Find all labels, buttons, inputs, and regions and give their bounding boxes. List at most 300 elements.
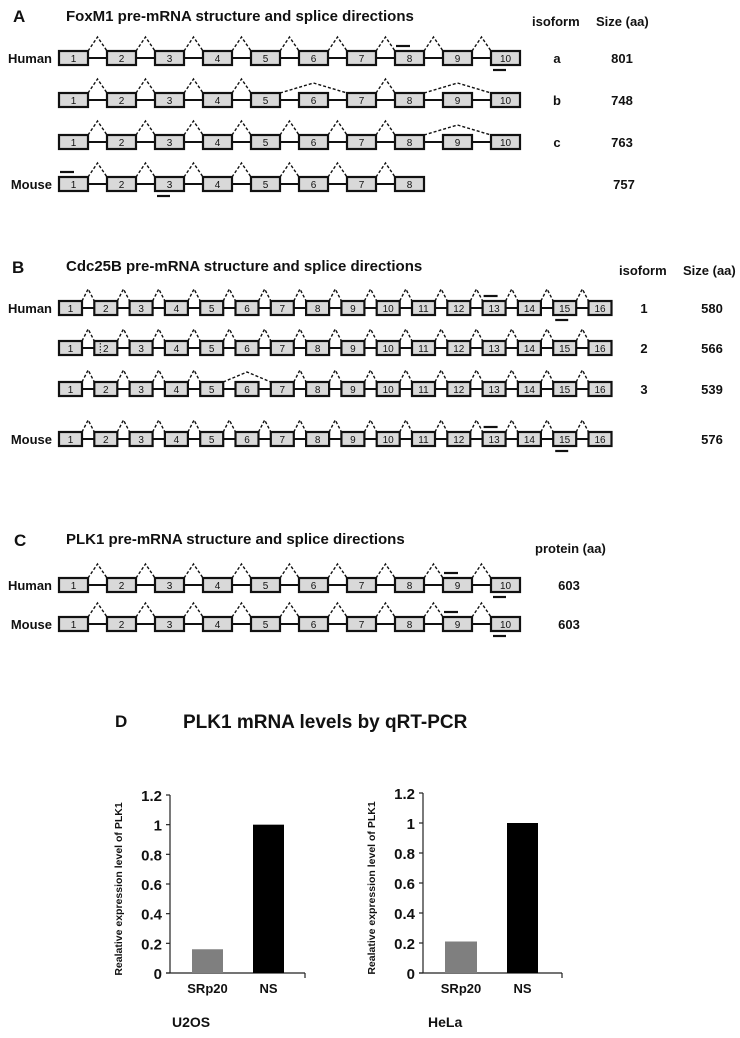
svg-text:10: 10 — [382, 344, 394, 355]
svg-text:14: 14 — [523, 435, 535, 446]
exon-1 — [59, 432, 82, 446]
splice-arc — [88, 121, 107, 135]
exon-9 — [443, 578, 472, 592]
size-value: 539 — [701, 382, 723, 397]
exon-1 — [59, 177, 88, 191]
splice-arc — [280, 564, 299, 578]
svg-text:2: 2 — [118, 620, 125, 631]
exon-13 — [483, 382, 506, 396]
exon-9 — [443, 135, 472, 149]
exon-9 — [341, 301, 364, 315]
splice-arc — [232, 163, 251, 177]
exon-8 — [395, 135, 424, 149]
exon-12 — [447, 301, 470, 315]
svg-text:2: 2 — [103, 344, 109, 355]
svg-text:2: 2 — [103, 304, 109, 315]
svg-text:6: 6 — [244, 304, 250, 315]
exon-9 — [341, 382, 364, 396]
exon-14 — [518, 341, 541, 355]
svg-text:5: 5 — [262, 138, 269, 149]
svg-text:14: 14 — [523, 385, 535, 396]
exon-3 — [155, 93, 184, 107]
panel-b-isoform-header: isoform — [619, 263, 667, 278]
x-category-label: NS — [513, 981, 532, 996]
svg-text:2: 2 — [118, 581, 125, 592]
svg-text:1: 1 — [67, 304, 74, 315]
splice-arc — [364, 420, 376, 432]
gene-structure-row — [59, 370, 723, 397]
exon-6 — [236, 341, 259, 355]
splice-arc — [435, 289, 447, 301]
splice-arc — [294, 329, 306, 341]
splice-arc — [506, 420, 518, 432]
splice-arc — [117, 370, 129, 382]
y-axis-label: Realative expression level of PLK1 — [113, 802, 125, 976]
splice-arc — [472, 564, 491, 578]
panel-d-title: PLK1 mRNA levels by qRT-PCR — [183, 712, 468, 733]
exon-9 — [443, 617, 472, 631]
svg-text:5: 5 — [262, 54, 269, 65]
exon-skip-splice-arc — [223, 372, 271, 382]
y-tick-label: 0.6 — [141, 877, 162, 894]
svg-text:3: 3 — [166, 54, 173, 65]
exon-7 — [347, 93, 376, 107]
svg-text:7: 7 — [358, 96, 365, 107]
panel-a-isoform-header: isoform — [532, 14, 580, 29]
svg-text:14: 14 — [523, 344, 535, 355]
exon-16 — [589, 432, 612, 446]
exon-6 — [299, 578, 328, 592]
exon-12 — [447, 341, 470, 355]
svg-text:7: 7 — [358, 581, 365, 592]
splice-arc — [188, 420, 200, 432]
exon-12 — [447, 432, 470, 446]
gene-structure-row — [11, 420, 723, 451]
species-label: Mouse — [10, 617, 52, 632]
splice-arc — [153, 420, 165, 432]
splice-arc — [472, 603, 491, 617]
exon-16 — [589, 341, 612, 355]
svg-text:11: 11 — [418, 304, 429, 315]
exon-15 — [553, 301, 576, 315]
exon-7 — [271, 341, 294, 355]
panel-c-protein-header: protein (aa) — [535, 541, 606, 556]
splice-arc — [541, 329, 553, 341]
svg-text:13: 13 — [488, 344, 500, 355]
splice-arc — [400, 370, 412, 382]
splice-arc — [328, 564, 347, 578]
exon-1 — [59, 135, 88, 149]
exon-3 — [155, 617, 184, 631]
exon-4 — [165, 432, 188, 446]
exon-7 — [271, 432, 294, 446]
svg-text:2: 2 — [118, 54, 125, 65]
svg-text:3: 3 — [166, 180, 173, 191]
splice-arc — [117, 289, 129, 301]
svg-text:1: 1 — [70, 581, 77, 592]
svg-text:3: 3 — [166, 96, 173, 107]
bar-ns — [253, 825, 284, 973]
exon-15 — [553, 382, 576, 396]
exon-5 — [200, 382, 223, 396]
svg-text:3: 3 — [166, 581, 173, 592]
exon-13 — [483, 301, 506, 315]
gene-structure-row — [8, 37, 633, 70]
splice-arc — [280, 121, 299, 135]
splice-arc — [136, 564, 155, 578]
splice-arc — [424, 37, 443, 51]
svg-text:8: 8 — [406, 96, 413, 107]
gene-structure-row — [59, 329, 723, 356]
gene-structure-row — [8, 289, 723, 320]
exon-11 — [412, 301, 435, 315]
svg-text:12: 12 — [453, 385, 465, 396]
exon-2 — [107, 617, 136, 631]
exon-7 — [347, 177, 376, 191]
exon-2 — [94, 341, 117, 355]
splice-arc — [576, 329, 588, 341]
svg-text:2: 2 — [103, 385, 109, 396]
splice-arc — [88, 603, 107, 617]
panel-a-diagram — [8, 37, 635, 196]
species-label: Human — [7, 301, 52, 316]
splice-arc — [136, 163, 155, 177]
y-tick-label: 0.8 — [394, 846, 415, 863]
svg-text:11: 11 — [418, 344, 429, 355]
exon-10 — [491, 93, 520, 107]
svg-text:13: 13 — [488, 385, 500, 396]
splice-arc — [153, 289, 165, 301]
splice-arc — [435, 329, 447, 341]
exon-7 — [347, 51, 376, 65]
svg-text:10: 10 — [499, 138, 512, 149]
exon-10 — [377, 301, 400, 315]
svg-text:6: 6 — [244, 385, 250, 396]
splice-arc — [576, 289, 588, 301]
y-tick-label: 1.2 — [394, 786, 415, 803]
svg-text:7: 7 — [279, 344, 286, 355]
exon-2 — [94, 432, 117, 446]
svg-text:16: 16 — [594, 304, 606, 315]
svg-text:10: 10 — [382, 435, 394, 446]
svg-text:5: 5 — [262, 96, 269, 107]
exon-skip-splice-arc — [424, 125, 491, 135]
splice-arc — [188, 370, 200, 382]
splice-arc — [376, 37, 395, 51]
exon-8 — [395, 51, 424, 65]
splice-arc — [136, 121, 155, 135]
exon-9 — [341, 432, 364, 446]
exon-8 — [395, 93, 424, 107]
exon-4 — [203, 617, 232, 631]
svg-text:7: 7 — [279, 435, 286, 446]
svg-text:6: 6 — [244, 435, 250, 446]
exon-3 — [130, 341, 153, 355]
panel-a-letter: A — [13, 7, 26, 26]
x-category-label: NS — [259, 981, 278, 996]
cell-line-label: HeLa — [428, 1014, 463, 1030]
splice-arc — [470, 289, 482, 301]
gene-structure-row — [59, 79, 633, 108]
exon-12 — [447, 382, 470, 396]
exon-2 — [107, 177, 136, 191]
svg-text:8: 8 — [314, 385, 321, 396]
exon-8 — [395, 177, 424, 191]
splice-arc — [294, 289, 306, 301]
exon-10 — [377, 382, 400, 396]
bar-srp20 — [445, 942, 477, 974]
svg-text:9: 9 — [454, 138, 461, 149]
svg-text:8: 8 — [314, 304, 321, 315]
svg-text:1: 1 — [70, 138, 77, 149]
svg-text:9: 9 — [454, 54, 461, 65]
exon-10 — [491, 51, 520, 65]
splice-arc — [188, 329, 200, 341]
svg-text:4: 4 — [214, 620, 221, 631]
svg-text:12: 12 — [453, 435, 465, 446]
exon-3 — [155, 177, 184, 191]
size-value: 603 — [558, 578, 580, 593]
exon-14 — [518, 301, 541, 315]
exon-1 — [59, 382, 82, 396]
exon-10 — [377, 432, 400, 446]
y-tick-label: 0.8 — [141, 847, 162, 865]
exon-11 — [412, 341, 435, 355]
splice-arc — [223, 329, 235, 341]
x-category-label: SRp20 — [187, 981, 228, 996]
bar-srp20 — [192, 949, 223, 973]
svg-text:7: 7 — [358, 54, 365, 65]
splice-arc — [280, 37, 299, 51]
splice-arc — [470, 420, 482, 432]
svg-text:13: 13 — [488, 435, 500, 446]
svg-text:6: 6 — [310, 581, 317, 592]
bar-chart-u2os — [113, 788, 305, 1030]
svg-text:8: 8 — [406, 180, 413, 191]
panel-c-diagram — [8, 564, 580, 636]
splice-arc — [184, 121, 203, 135]
exon-3 — [130, 301, 153, 315]
panel-c-letter: C — [14, 531, 27, 550]
svg-text:9: 9 — [350, 435, 356, 446]
exon-2 — [107, 578, 136, 592]
panel-a-title: FoxM1 pre-mRNA structure and splice directions — [66, 8, 414, 25]
splice-arc — [232, 121, 251, 135]
splice-arc — [153, 329, 165, 341]
svg-text:15: 15 — [559, 435, 571, 446]
splice-arc — [188, 289, 200, 301]
splice-arc — [82, 329, 94, 341]
exon-5 — [251, 177, 280, 191]
svg-text:6: 6 — [310, 96, 317, 107]
svg-text:9: 9 — [350, 344, 356, 355]
svg-text:8: 8 — [314, 435, 321, 446]
splice-arc — [400, 420, 412, 432]
exon-7 — [271, 301, 294, 315]
gene-structure-row — [11, 163, 635, 196]
exon-5 — [251, 51, 280, 65]
panel-b-title: Cdc25B pre-mRNA structure and splice directions — [66, 258, 423, 275]
species-label: Mouse — [10, 177, 52, 192]
exon-2 — [107, 51, 136, 65]
species-label: Mouse — [10, 432, 52, 447]
svg-text:6: 6 — [310, 620, 317, 631]
splice-arc — [364, 370, 376, 382]
exon-10 — [491, 135, 520, 149]
svg-text:9: 9 — [350, 304, 356, 315]
exon-2 — [107, 93, 136, 107]
svg-text:3: 3 — [166, 620, 173, 631]
svg-text:9: 9 — [454, 620, 461, 631]
splice-arc — [472, 37, 491, 51]
exon-6 — [299, 93, 328, 107]
exon-8 — [395, 617, 424, 631]
panel-b-size-header: Size (aa) — [683, 263, 736, 278]
exon-14 — [518, 432, 541, 446]
splice-arc — [435, 420, 447, 432]
isoform-label: c — [553, 135, 561, 150]
svg-text:1: 1 — [70, 180, 77, 191]
splice-arc — [424, 564, 443, 578]
exon-1 — [59, 93, 88, 107]
svg-text:7: 7 — [279, 385, 286, 396]
gene-structure-row — [11, 603, 580, 636]
cell-line-label: U2OS — [172, 1014, 211, 1030]
splice-arc — [435, 370, 447, 382]
svg-text:16: 16 — [594, 344, 606, 355]
exon-4 — [165, 341, 188, 355]
splice-arc — [506, 329, 518, 341]
svg-text:6: 6 — [310, 180, 317, 191]
panel-d-letter: D — [115, 712, 128, 731]
isoform-label: a — [553, 51, 561, 66]
splice-arc — [223, 289, 235, 301]
svg-text:14: 14 — [523, 304, 535, 315]
exon-4 — [165, 382, 188, 396]
exon-7 — [347, 617, 376, 631]
exon-skip-splice-arc — [424, 83, 491, 93]
splice-arc — [329, 289, 341, 301]
splice-arc — [328, 603, 347, 617]
splice-arc — [541, 370, 553, 382]
svg-text:5: 5 — [208, 385, 215, 396]
splice-arc — [232, 603, 251, 617]
svg-text:10: 10 — [382, 385, 394, 396]
exon-11 — [412, 432, 435, 446]
exon-4 — [203, 135, 232, 149]
svg-text:1: 1 — [70, 96, 77, 107]
svg-text:13: 13 — [488, 304, 500, 315]
exon-15 — [553, 432, 576, 446]
splice-arc — [88, 564, 107, 578]
bar-chart-hela — [366, 786, 562, 1030]
svg-text:12: 12 — [453, 344, 465, 355]
svg-text:4: 4 — [214, 180, 221, 191]
svg-text:3: 3 — [138, 344, 144, 355]
svg-text:8: 8 — [314, 344, 321, 355]
svg-text:15: 15 — [559, 344, 571, 355]
svg-text:10: 10 — [499, 620, 512, 631]
exon-3 — [155, 51, 184, 65]
svg-text:10: 10 — [499, 54, 512, 65]
exon-8 — [306, 382, 329, 396]
splice-arc — [506, 370, 518, 382]
exon-13 — [483, 432, 506, 446]
svg-text:6: 6 — [244, 344, 250, 355]
exon-2 — [94, 382, 117, 396]
exon-5 — [251, 135, 280, 149]
exon-4 — [203, 93, 232, 107]
splice-arc — [280, 603, 299, 617]
splice-arc — [400, 289, 412, 301]
y-tick-label: 1 — [406, 816, 415, 833]
svg-text:4: 4 — [214, 581, 221, 592]
exon-6 — [236, 432, 259, 446]
exon-5 — [200, 432, 223, 446]
exon-3 — [130, 432, 153, 446]
svg-text:8: 8 — [406, 581, 413, 592]
svg-text:4: 4 — [214, 96, 221, 107]
panel-c-title: PLK1 pre-mRNA structure and splice directions — [66, 531, 405, 548]
splice-arc — [470, 370, 482, 382]
svg-text:5: 5 — [208, 304, 215, 315]
exon-5 — [251, 578, 280, 592]
exon-5 — [200, 301, 223, 315]
svg-text:11: 11 — [418, 435, 429, 446]
exon-10 — [377, 341, 400, 355]
splice-arc — [364, 329, 376, 341]
svg-text:1: 1 — [67, 385, 74, 396]
svg-text:4: 4 — [173, 385, 180, 396]
svg-text:4: 4 — [173, 344, 180, 355]
splice-arc — [232, 564, 251, 578]
splice-arc — [184, 37, 203, 51]
exon-1 — [59, 51, 88, 65]
exon-7 — [271, 382, 294, 396]
svg-text:10: 10 — [499, 96, 512, 107]
svg-text:2: 2 — [103, 435, 109, 446]
svg-text:6: 6 — [310, 54, 317, 65]
svg-text:8: 8 — [406, 54, 413, 65]
splice-arc — [329, 420, 341, 432]
bar-ns — [507, 823, 538, 973]
splice-arc — [184, 163, 203, 177]
splice-arc — [259, 289, 271, 301]
svg-text:2: 2 — [118, 180, 125, 191]
species-label: Human — [7, 51, 52, 66]
y-axis-label: Realative expression level of PLK1 — [366, 801, 378, 975]
splice-arc — [280, 163, 299, 177]
splice-arc — [400, 329, 412, 341]
svg-text:1: 1 — [70, 54, 77, 65]
splice-arc — [153, 370, 165, 382]
svg-text:4: 4 — [173, 304, 180, 315]
exon-8 — [306, 341, 329, 355]
isoform-label: 3 — [640, 382, 648, 397]
svg-text:7: 7 — [358, 180, 365, 191]
exon-16 — [589, 301, 612, 315]
exon-6 — [236, 301, 259, 315]
svg-text:5: 5 — [208, 344, 215, 355]
exon-3 — [130, 382, 153, 396]
svg-text:10: 10 — [499, 581, 512, 592]
exon-1 — [59, 617, 88, 631]
splice-arc — [329, 370, 341, 382]
exon-5 — [251, 93, 280, 107]
svg-text:5: 5 — [208, 435, 215, 446]
svg-text:4: 4 — [214, 54, 221, 65]
exon-9 — [443, 51, 472, 65]
